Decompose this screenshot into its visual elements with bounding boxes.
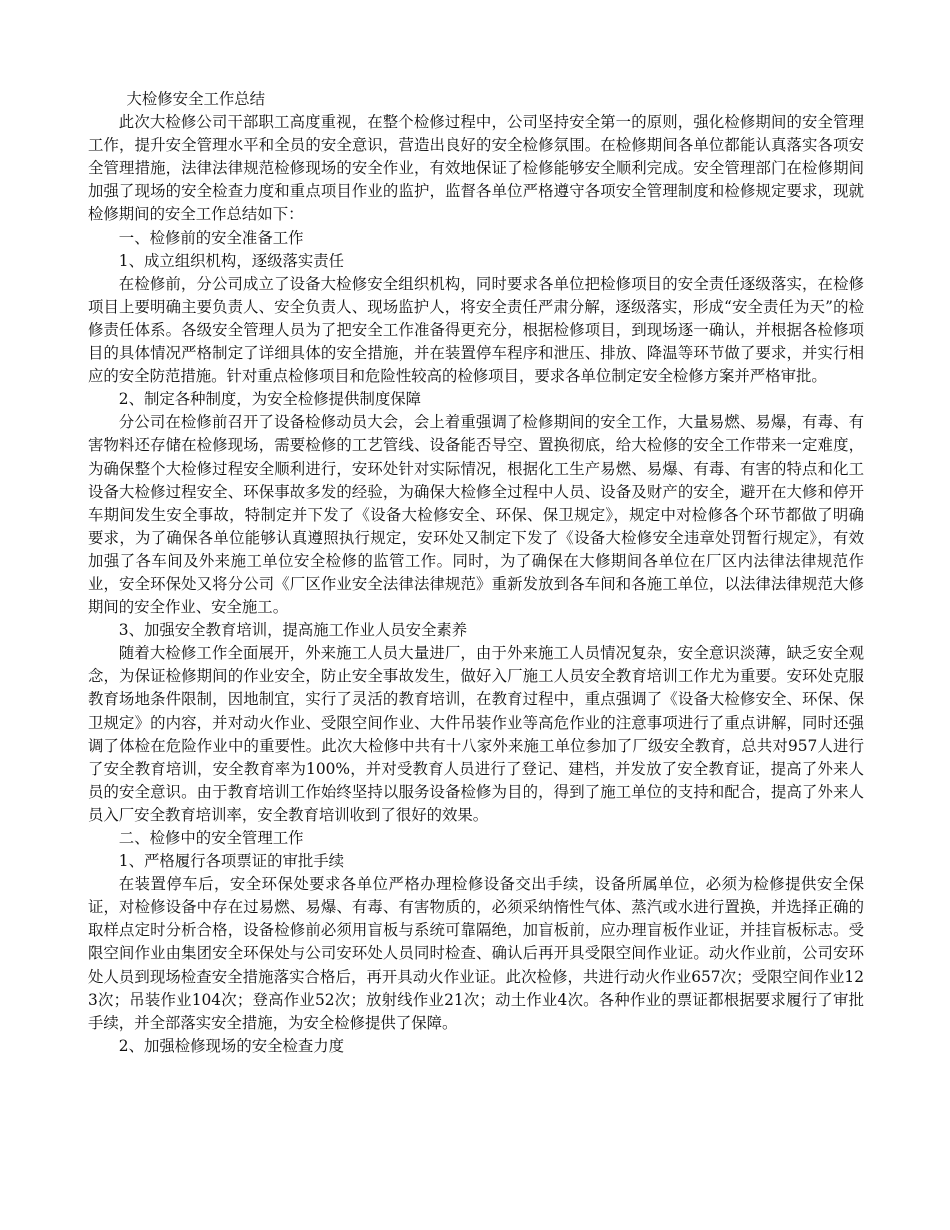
intro-paragraph: 此次大检修公司干部职工高度重视，在整个检修过程中，公司坚持安全第一的原则，强化检修期间的安全管理工作，提升安全管理水平和全员的安全意识，营造出良好的安全检修氛围。在检修期间各单位都能认真落实各项安全管理措施，法律法律规范检修现场的安全作业，有效地保证了检修能够安全顺利完成。安全管理部门在检修期间加强了现场的安全检查力度和重点项目作业的监护，监督各单位严格遵守各项安全管理制度和检修规定要求，现就检修期间的安全工作总结如下： — [88, 113, 864, 224]
body-paragraph: 在检修前，分公司成立了设备大检修安全组织机构，同时要求各单位把检修项目的安全责任逐级落实，在检修项目上要明确主要负责人、安全负责人、现场监护人，将安全责任严肃分解，逐级落实，形成“安全责任为天”的检修责任体系。各级安全管理人员为了把安全工作准备得更充分，根据检修项目，到现场逐一确认，并根据各检修项目的具体情况严格制定了详细具体的安全措施，并在装置停车程序和泄压、排放、降温等环节做了要求，并实行相应的安全防范措施。针对重点检修项目和危险性较高的检修项目，要求各单位制定安全检修方案并严格审批。 — [88, 274, 864, 386]
section-heading: 二、检修中的安全管理工作 — [118, 829, 304, 847]
document-title: 大检修安全工作总结 — [126, 90, 266, 108]
subsection-heading: 1、成立组织机构，逐级落实责任 — [118, 251, 345, 270]
subsection-heading: 2、制定各种制度，为安全检修提供制度保障 — [118, 390, 422, 409]
body-paragraph: 分公司在检修前召开了设备检修动员大会，会上着重强调了检修期间的安全工作，大量易燃、易爆，有毒、有害物料还存储在检修现场，需要检修的工艺管线、设备能否导空、置换彻底，给大检修的安全工作带来一定难度，为确保整个大检修过程安全顺利进行，安环处针对实际情况，根据化工生产易燃、易爆、有毒、有害的特点和化工设备大检修过程安全、环保事故多发的经验，为确保大检修全过程中人员、设备及财产的安全，避开在大修和停开车期间发生安全事故，特制定并下发了《设备大检修安全、环保、保卫规定》，规定中对检修各个环节都做了明确要求，为了确保各单位能够认真遵照执行规定，安环处又制定下发了《设备大检修安全违章处罚暂行规定》，有效加强了各车间及外来施工单位安全检修的监管工作。同时，为了确保在大修期间各单位在厂区内法律法律规范作业，安全环保处又将分公司《厂区作业安全法律法律规范》重新发放到各车间和各施工单位，以法律法律规范大修期间的安全作业、安全施工。 — [88, 413, 864, 617]
subsection-heading: 2、加强检修现场的安全检查力度 — [118, 1036, 345, 1055]
section-heading: 一、检修前的安全准备工作 — [118, 228, 304, 247]
subsection-heading: 1、严格履行各项票证的审批手续 — [118, 852, 345, 871]
body-paragraph: 在装置停车后，安全环保处要求各单位严格办理检修设备交出手续，设备所属单位，必须为检修提供安全保证，对检修设备中存在过易燃、易爆、有毒、有害物质的，必须采纳惰性气体、蒸汽或水进行置换，并选择正确的取样点定时分析合格，设备检修前必须用盲板与系统可靠隔绝，加盲板前，应办理盲板作业证，并挂盲板标志。受限空间作业由集团安全环保处与公司安环处人员同时检查、确认后再开具受限空间作业证。动火作业前，公司安环处人员到现场检查安全措施落实合格后，再开具动火作业证。此次检修，共进行动火作业657次；受限空间作业123次；吊装作业104次；登高作业52次；放射线作业21次；动土作业4次。各种作业的票证都根据要求履行了审批手续，并全部落实安全措施，为安全检修提供了保障。 — [88, 875, 864, 1032]
subsection-heading: 3、加强安全教育培训，提高施工作业人员安全素养 — [118, 621, 468, 640]
body-paragraph: 随着大检修工作全面展开，外来施工人员大量进厂，由于外来施工人员情况复杂，安全意识淡薄，缺乏安全观念，为保证检修期间的作业安全，防止安全事故发生，做好入厂施工人员安全教育培训工作尤为重要。安环处克服教育场地条件限制，因地制宜，实行了灵活的教育培训，在教育过程中，重点强调了《设备大检修安全、环保、保卫规定》的内容，并对动火作业、受限空间作业、大件吊装作业等高危作业的注意事项进行了重点讲解，同时还强调了体检在危险作业中的重要性。此次大检修中共有十八家外来施工单位参加了厂级安全教育，总共对957人进行了安全教育培训，安全教育率为100%，并对受教育人员进行了登记、建档，并发放了安全教育证，提高了外来人员的安全意识。由于教育培训工作始终坚持以服务设备检修为目的，得到了施工单位的支持和配合，提高了外来人员入厂安全教育培训率，安全教育培训收到了很好的效果。 — [88, 644, 864, 824]
document-body — [88, 88, 864, 1058]
